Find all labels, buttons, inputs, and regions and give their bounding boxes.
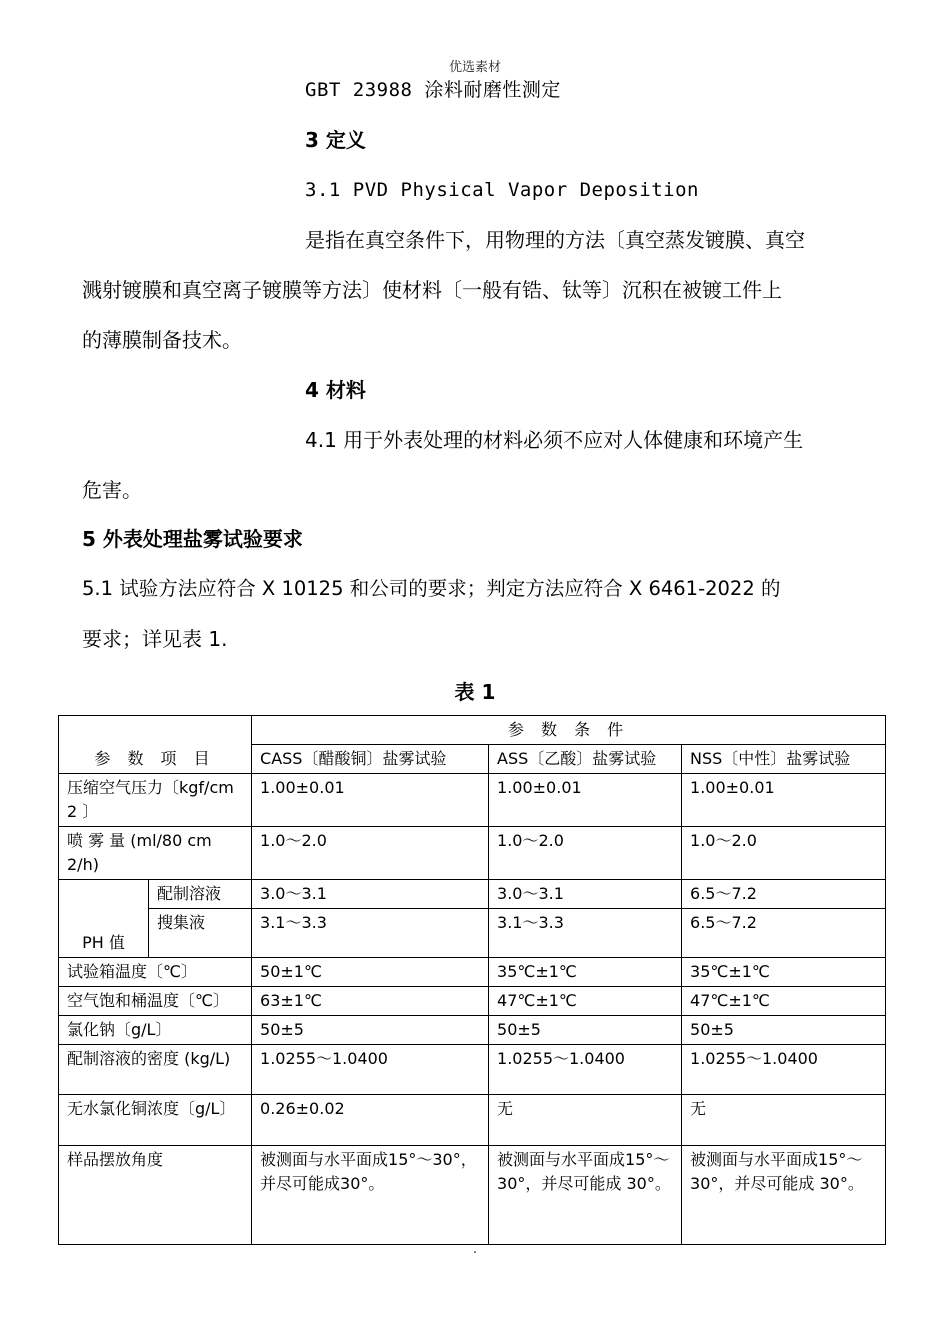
column-header: CASS〔醋酸铜〕盐雾试验 — [252, 745, 489, 774]
section-5-1-line-1: 5.1 试验方法应符合 X 10125 和公司的要求；判定方法应符合 X 6461-2022 的 — [82, 577, 781, 600]
table-cell: 被测面与水平面成15°～30°，并尽可能成 30°。 — [489, 1146, 682, 1245]
table-cell: 1.00±0.01 — [682, 774, 886, 827]
table-cell: 50±5 — [682, 1016, 886, 1045]
table-cell: 50±5 — [489, 1016, 682, 1045]
table-cell: 6.5～7.2 — [682, 909, 886, 958]
document-title: GBT 23988 涂料耐磨性测定 — [305, 79, 561, 101]
row-label: 样品摆放角度 — [59, 1146, 252, 1245]
row-label: 配制溶液的密度 (kg/L) — [59, 1045, 252, 1095]
section-4-1-line-1: 4.1 用于外表处理的材料必须不应对人体健康和环境产生 — [305, 428, 804, 452]
group-header: 参 数 条 件 — [252, 716, 886, 745]
column-header: NSS〔中性〕盐雾试验 — [682, 745, 886, 774]
table-cell: 1.0255～1.0400 — [682, 1045, 886, 1095]
section-5-1-line-2: 要求；详见表 1. — [82, 627, 228, 651]
row-label: 压缩空气压力〔kgf/cm 2 〕 — [59, 774, 252, 827]
table-row — [59, 1146, 886, 1245]
section-3-1-line-3: 的薄膜制备技术。 — [82, 328, 242, 352]
table-cell: 1.0～2.0 — [489, 827, 682, 880]
table-row — [59, 880, 886, 909]
table-cell: 1.0255～1.0400 — [489, 1045, 682, 1095]
row-label: PH 值 — [59, 880, 149, 958]
table-cell: 47℃±1℃ — [682, 987, 886, 1016]
table-cell: 3.1～3.3 — [252, 909, 489, 958]
column-header: ASS〔乙酸〕盐雾试验 — [489, 745, 682, 774]
section-3-1-line-2: 溅射镀膜和真空离子镀膜等方法〕使材料〔一般有锆、钛等〕沉积在被镀工件上 — [82, 278, 782, 302]
section-3-1-line-1: 是指在真空条件下，用物理的方法〔真空蒸发镀膜、真空 — [305, 228, 805, 252]
row-label: 氯化钠〔g/L〕 — [59, 1016, 252, 1045]
table-cell: 无 — [489, 1095, 682, 1146]
table-cell: 被测面与水平面成15°～30°，并尽可能成30°。 — [252, 1146, 489, 1245]
table-cell: 50±5 — [252, 1016, 489, 1045]
sub-row-label: 搜集液 — [149, 909, 252, 958]
table-row — [59, 1045, 886, 1095]
table-cell: 47℃±1℃ — [489, 987, 682, 1016]
row-label: 试验箱温度〔℃〕 — [59, 958, 252, 987]
table-cell: 3.1～3.3 — [489, 909, 682, 958]
table-row — [59, 827, 886, 880]
section-5-heading: 5 外表处理盐雾试验要求 — [82, 527, 303, 551]
table-row — [59, 774, 886, 827]
table-cell: 0.26±0.02 — [252, 1095, 489, 1146]
table-header-row — [59, 716, 886, 745]
table-cell: 35℃±1℃ — [682, 958, 886, 987]
table-cell: 1.00±0.01 — [489, 774, 682, 827]
table-row — [59, 958, 886, 987]
table-cell: 1.0255～1.0400 — [252, 1045, 489, 1095]
table-row — [59, 1095, 886, 1146]
table-cell: 35℃±1℃ — [489, 958, 682, 987]
row-label: 空气饱和桶温度〔℃〕 — [59, 987, 252, 1016]
table-cell: 无 — [682, 1095, 886, 1146]
table-row — [59, 1016, 886, 1045]
row-label: 无水氯化铜浓度〔g/L〕 — [59, 1095, 252, 1146]
table-cell: 63±1℃ — [252, 987, 489, 1016]
table-cell: 3.0～3.1 — [252, 880, 489, 909]
table-cell: 被测面与水平面成15°～30°，并尽可能成 30°。 — [682, 1146, 886, 1245]
section-4-heading: 4 材料 — [305, 378, 366, 402]
sub-row-label: 配制溶液 — [149, 880, 252, 909]
section-4-1-line-2: 危害。 — [82, 478, 142, 502]
table-cell: 6.5～7.2 — [682, 880, 886, 909]
table-caption: 表 1 — [454, 680, 496, 704]
table-cell: 1.0～2.0 — [682, 827, 886, 880]
table-row — [59, 909, 886, 958]
table-cell: 1.0～2.0 — [252, 827, 489, 880]
table-row — [59, 987, 886, 1016]
row-label: 喷 雾 量 (ml/80 cm 2/h) — [59, 827, 252, 880]
section-3-heading: 3 定义 — [305, 128, 366, 152]
page-header: 优选素材 — [448, 60, 501, 75]
param-header: 参 数 项 目 — [59, 716, 252, 774]
table-cell: 50±1℃ — [252, 958, 489, 987]
salt-spray-table — [58, 715, 886, 1245]
page-footer: . — [473, 1242, 477, 1256]
section-3-1-heading: 3.1 PVD Physical Vapor Deposition — [305, 179, 699, 201]
table-cell: 1.00±0.01 — [252, 774, 489, 827]
table-cell: 3.0～3.1 — [489, 880, 682, 909]
